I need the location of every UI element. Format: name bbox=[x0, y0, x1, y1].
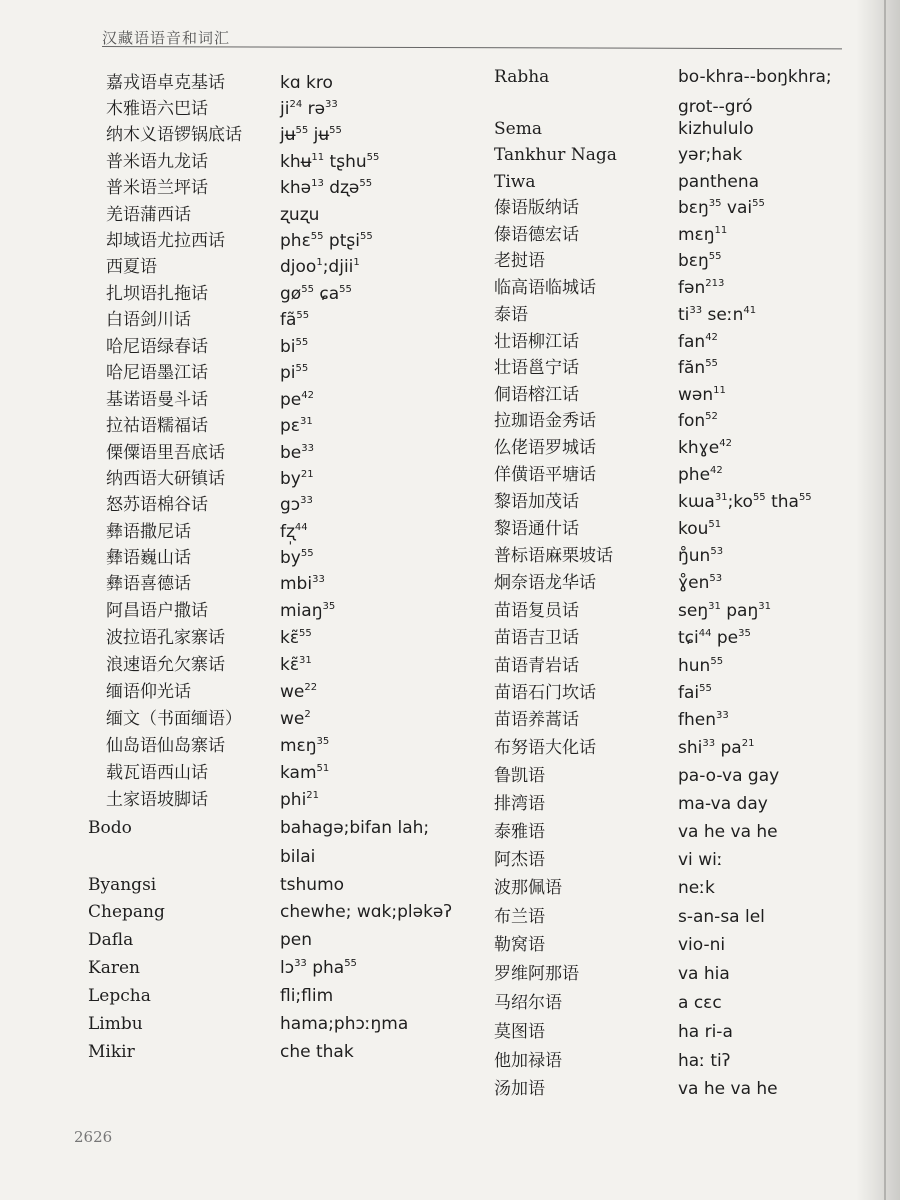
right-language-name: 傣语德宏话 bbox=[494, 225, 579, 245]
left-language-name: 缅文（书面缅语） bbox=[106, 709, 242, 729]
right-language-name: 阿杰语 bbox=[494, 850, 545, 870]
right-language-name: 布兰语 bbox=[494, 907, 545, 927]
left-language-name: 彝语巍山话 bbox=[106, 548, 191, 568]
right-word-form: panthena bbox=[678, 172, 760, 192]
right-word-form: fon$^{52}$ bbox=[678, 411, 718, 431]
left-word-form: $we^2$ bbox=[280, 709, 311, 729]
right-language-name: Tankhur Naga bbox=[494, 145, 617, 165]
left-language-name: 羌语蒲西话 bbox=[106, 205, 191, 225]
right-word-form: fai$^{55}$ bbox=[678, 683, 712, 703]
left-language-name: 傈僳语里吾底话 bbox=[106, 443, 225, 463]
left-language-name: 仙岛语仙岛寨话 bbox=[106, 736, 225, 756]
right-language-name: 老挝语 bbox=[494, 251, 545, 271]
right-word-form: bɛŋ$^{35}$ vai$^{55}$ bbox=[678, 198, 765, 218]
right-language-name: 布努语大化话 bbox=[494, 738, 596, 758]
right-language-name: 泰语 bbox=[494, 305, 528, 325]
left-word-form: $by^{21}$ bbox=[280, 469, 314, 489]
right-word-form: vi wiː bbox=[678, 850, 723, 870]
left-word-form: kɛ̃$^{55}$ bbox=[280, 628, 312, 648]
left-language-name: 彝语撒尼话 bbox=[106, 522, 191, 542]
running-head: 汉藏语语音和词汇 bbox=[102, 29, 231, 47]
right-language-name: 黎语加茂话 bbox=[494, 492, 579, 512]
left-language-name: Byangsi bbox=[88, 875, 157, 895]
right-language-name: 莫图语 bbox=[494, 1022, 545, 1042]
right-word-form: haː tiʔ bbox=[678, 1051, 731, 1071]
page-gutter-shadow bbox=[856, 0, 900, 1200]
right-word-form: bo-khra--boŋkhra; bbox=[678, 67, 832, 87]
left-language-name: 白语剑川话 bbox=[106, 310, 191, 330]
right-word-form: va he va he bbox=[678, 1079, 778, 1099]
left-word-form: fli;flim bbox=[280, 986, 334, 1006]
left-language-name: 缅语仰光话 bbox=[106, 682, 191, 702]
right-word-form: shi$^{33}$ $pa^{21}$ bbox=[678, 738, 755, 758]
right-word-form: bɛŋ$^{55}$ bbox=[678, 251, 722, 271]
right-language-name: 苗语石门坎话 bbox=[494, 683, 596, 703]
right-word-form: $ɣ̊en^{53}$ bbox=[678, 573, 723, 593]
right-word-form: ha ri-a bbox=[678, 1022, 733, 1042]
left-word-form: $be^{33}$ bbox=[280, 443, 314, 463]
right-language-name: Tiwa bbox=[494, 172, 536, 192]
left-word-form: mɛŋ$^{35}$ bbox=[280, 736, 330, 756]
left-language-name: 纳西语大研镇话 bbox=[106, 469, 225, 489]
right-language-name: 临高语临城话 bbox=[494, 278, 596, 298]
right-word-form: $kɯa^{31};ko^{55}$ tha$^{55}$ bbox=[678, 492, 812, 512]
right-language-name: 拉珈语金秀话 bbox=[494, 411, 596, 431]
right-language-name: 鲁凯语 bbox=[494, 766, 545, 786]
left-word-form: ʐuʐu bbox=[280, 205, 320, 225]
right-word-form: grot--gró bbox=[678, 97, 753, 117]
left-word-form: kɛ̃$^{31}$ bbox=[280, 655, 312, 675]
right-language-name: 侗语榕江话 bbox=[494, 385, 579, 405]
page-number: 2626 bbox=[74, 1128, 113, 1146]
page-edge bbox=[884, 0, 886, 1200]
left-word-form: $ji^{24}$ rə$^{33}$ bbox=[280, 99, 338, 119]
left-word-form: phɛ$^{55}$ ptʂi$^{55}$ bbox=[280, 231, 373, 251]
right-language-name: 壮语柳江话 bbox=[494, 332, 579, 352]
left-language-name: 哈尼语墨江话 bbox=[106, 363, 208, 383]
left-language-name: 拉祜语糯福话 bbox=[106, 416, 208, 436]
left-language-name: 西夏语 bbox=[106, 257, 157, 277]
right-language-name: 汤加语 bbox=[494, 1079, 545, 1099]
left-language-name: Bodo bbox=[88, 818, 132, 838]
right-word-form: fan$^{42}$ bbox=[678, 332, 718, 352]
left-language-name: 纳木义语锣锅底话 bbox=[106, 125, 242, 145]
left-language-name: 普米语兰坪话 bbox=[106, 178, 208, 198]
right-language-name: 炯奈语龙华话 bbox=[494, 573, 596, 593]
left-word-form: bilai bbox=[280, 847, 316, 867]
right-word-form: pa-o-va gay bbox=[678, 766, 780, 786]
left-language-name: 基诺语曼斗话 bbox=[106, 390, 208, 410]
left-word-form: $pi^{55}$ bbox=[280, 363, 309, 383]
left-language-name: 彝语喜德话 bbox=[106, 574, 191, 594]
left-word-form: phi$^{21}$ bbox=[280, 790, 320, 810]
left-word-form: tshumo bbox=[280, 875, 345, 895]
left-word-form: kam$^{51}$ bbox=[280, 763, 330, 783]
left-language-name: 哈尼语绿春话 bbox=[106, 337, 208, 357]
left-word-form: jʉ$^{55}$ jʉ$^{55}$ bbox=[280, 125, 342, 145]
left-language-name: 浪速语允欠寨话 bbox=[106, 655, 225, 675]
left-language-name: 嘉戎语卓克基话 bbox=[106, 73, 225, 93]
right-language-name: 苗语青岩话 bbox=[494, 656, 579, 676]
left-language-name: Lepcha bbox=[88, 986, 151, 1006]
right-language-name: 泰雅语 bbox=[494, 822, 545, 842]
left-word-form: pɛ$^{31}$ bbox=[280, 416, 313, 436]
right-language-name: 仫佬语罗城话 bbox=[494, 438, 596, 458]
left-word-form: gɔ$^{33}$ bbox=[280, 495, 313, 515]
right-word-form: tɕi$^{44}$ $pe^{35}$ bbox=[678, 628, 751, 648]
right-word-form: hun$^{55}$ bbox=[678, 656, 724, 676]
left-word-form: $fã^{55}$ bbox=[280, 310, 310, 330]
right-word-form: ma-va day bbox=[678, 794, 768, 814]
right-language-name: 马绍尔语 bbox=[494, 993, 562, 1013]
right-word-form: phe$^{42}$ bbox=[678, 465, 723, 485]
left-language-name: 阿昌语户撒话 bbox=[106, 601, 208, 621]
right-word-form: seŋ$^{31}$ paŋ$^{31}$ bbox=[678, 601, 771, 621]
left-word-form: $gø^{55}$ ɕa$^{55}$ bbox=[280, 284, 352, 304]
right-language-name: 苗语复员话 bbox=[494, 601, 579, 621]
left-word-form: $by^{55}$ bbox=[280, 548, 314, 568]
left-word-form: $we^{22}$ bbox=[280, 682, 318, 702]
left-language-name: Karen bbox=[88, 958, 140, 978]
left-language-name: Chepang bbox=[88, 902, 165, 922]
right-language-name: 傣语版纳话 bbox=[494, 198, 579, 218]
right-language-name: 佯僙语平塘话 bbox=[494, 465, 596, 485]
right-language-name: 勒窝语 bbox=[494, 935, 545, 955]
right-word-form: $ŋ̊un^{53}$ bbox=[678, 546, 724, 566]
right-language-name: 苗语养蒿话 bbox=[494, 710, 579, 730]
left-word-form: khʉ$^{11}$ tʂhu$^{55}$ bbox=[280, 152, 380, 172]
left-word-form: khə$^{13}$ dʐə$^{55}$ bbox=[280, 178, 373, 198]
left-language-name: 怒苏语棉谷话 bbox=[106, 495, 208, 515]
right-word-form: vio-ni bbox=[678, 935, 726, 955]
right-language-name: 排湾语 bbox=[494, 794, 545, 814]
left-language-name: 载瓦语西山话 bbox=[106, 763, 208, 783]
right-word-form: $ti^{33}$ seːn$^{41}$ bbox=[678, 305, 757, 325]
right-word-form: s-an-sa lel bbox=[678, 907, 765, 927]
left-word-form: $pe^{42}$ bbox=[280, 390, 314, 410]
right-language-name: 罗维阿那语 bbox=[494, 964, 579, 984]
right-word-form: fən$^{213}$ bbox=[678, 278, 725, 298]
left-language-name: Dafla bbox=[88, 930, 134, 950]
right-language-name: 壮语邕宁话 bbox=[494, 358, 579, 378]
right-language-name: Rabha bbox=[494, 67, 550, 87]
right-word-form: va hia bbox=[678, 964, 730, 984]
right-language-name: 黎语通什话 bbox=[494, 519, 579, 539]
right-word-form: a cɛc bbox=[678, 993, 722, 1013]
right-word-form: wən$^{11}$ bbox=[678, 385, 726, 405]
left-word-form: mbi$^{33}$ bbox=[280, 574, 325, 594]
right-language-name: 他加禄语 bbox=[494, 1051, 562, 1071]
right-word-form: yər;hak bbox=[678, 145, 743, 165]
left-word-form: lɔ$^{33}$ pha$^{55}$ bbox=[280, 958, 357, 978]
left-word-form: djoo$^1$;djii$^1$ bbox=[280, 257, 360, 277]
left-word-form: miaŋ$^{35}$ bbox=[280, 601, 336, 621]
left-word-form: fʐ̩$^{44}$ bbox=[280, 522, 308, 542]
left-word-form: chewhe; wɑk;pləkəʔ bbox=[280, 902, 453, 922]
left-word-form: che thak bbox=[280, 1042, 354, 1062]
right-word-form: kizhululo bbox=[678, 119, 754, 139]
left-word-form: $bi^{55}$ bbox=[280, 337, 309, 357]
left-language-name: 波拉语孔家寨话 bbox=[106, 628, 225, 648]
right-word-form: făn$^{55}$ bbox=[678, 358, 718, 378]
right-word-form: mɛŋ$^{11}$ bbox=[678, 225, 728, 245]
right-language-name: 苗语吉卫话 bbox=[494, 628, 579, 648]
left-word-form: hama;phɔːŋma bbox=[280, 1014, 409, 1034]
left-language-name: 木雅语六巴话 bbox=[106, 99, 208, 119]
right-word-form: neːk bbox=[678, 878, 715, 898]
right-word-form: fhen$^{33}$ bbox=[678, 710, 729, 730]
left-word-form: bahagə;bifan lah; bbox=[280, 818, 430, 838]
left-language-name: 土家语坡脚话 bbox=[106, 790, 208, 810]
right-word-form: kou$^{51}$ bbox=[678, 519, 722, 539]
left-word-form: kɑ kro bbox=[280, 73, 333, 93]
left-language-name: Mikir bbox=[88, 1042, 135, 1062]
right-word-form: khɣe$^{42}$ bbox=[678, 438, 732, 458]
left-language-name: 却域语尤拉西话 bbox=[106, 231, 225, 251]
right-language-name: 普标语麻栗坡话 bbox=[494, 546, 613, 566]
right-language-name: Sema bbox=[494, 119, 542, 139]
left-language-name: 扎坝语扎拖话 bbox=[106, 284, 208, 304]
right-language-name: 波那佩语 bbox=[494, 878, 562, 898]
left-language-name: 普米语九龙话 bbox=[106, 152, 208, 172]
left-word-form: pen bbox=[280, 930, 313, 950]
left-language-name: Limbu bbox=[88, 1014, 143, 1034]
right-word-form: va he va he bbox=[678, 822, 778, 842]
